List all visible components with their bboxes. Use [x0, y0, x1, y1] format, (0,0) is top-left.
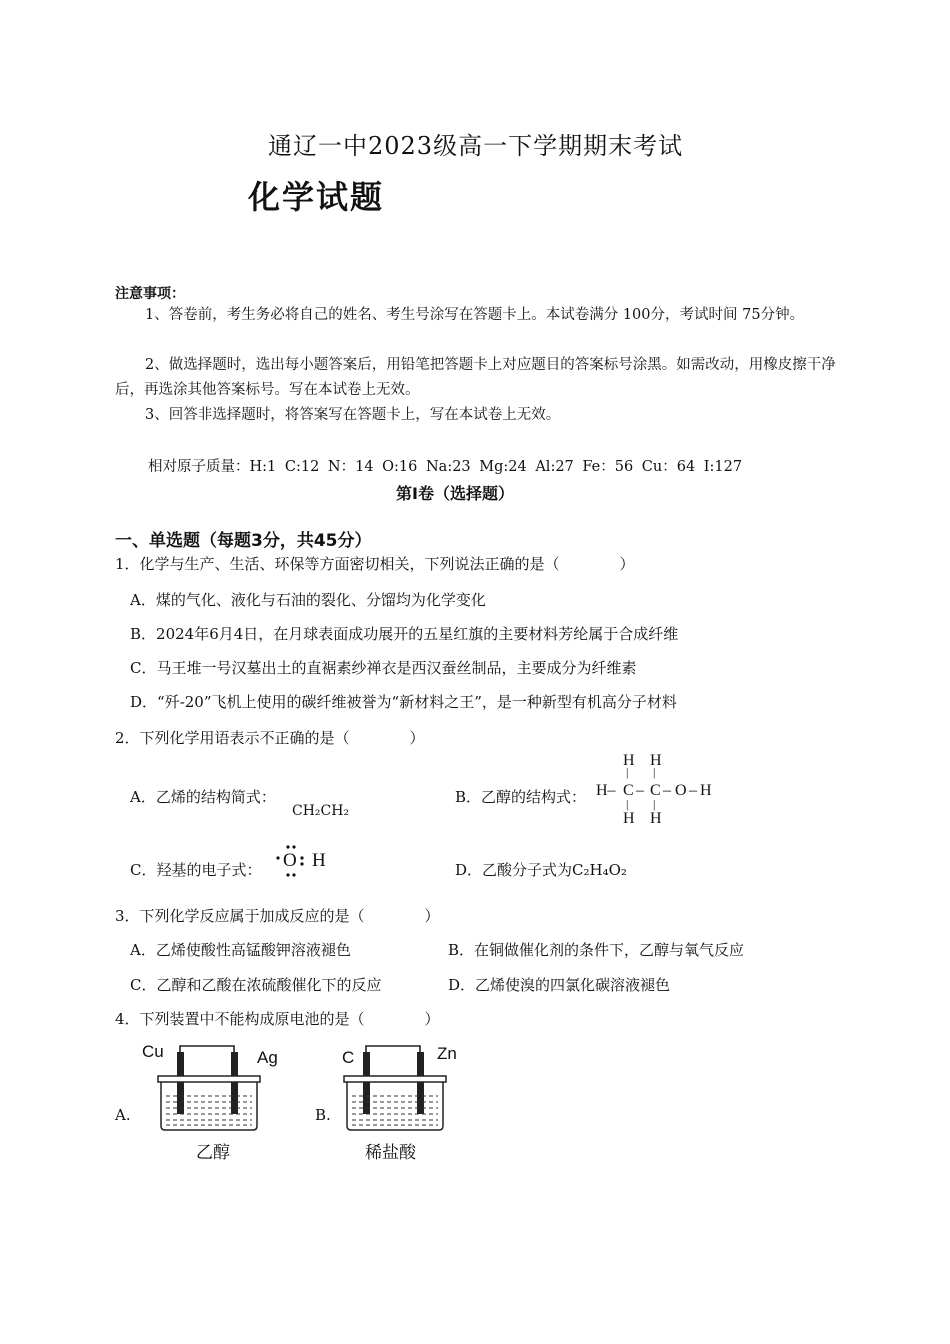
- ethanol-h-o: H: [700, 782, 712, 799]
- question-1-option-d: D．“歼-20”飞机上使用的碳纤维被誉为“新材料之王”，是一种新型有机高分子材料: [130, 693, 677, 711]
- ethanol-structural-formula: [596, 752, 726, 828]
- ethanol-vbond-top-2: |: [653, 765, 656, 779]
- question-4-stem: 4．下列装置中不能构成原电池的是（ ）: [115, 1010, 440, 1028]
- notice-item-1: 1、答卷前，考生务必将自己的姓名、考生号涂写在答题卡上。本试卷满分 100分，考试时间 75分钟。: [145, 307, 805, 323]
- question-1-option-b: B．2024年6月4日，在月球表面成功展开的五星红旗的主要材料芳纶属于合成纤维: [130, 625, 679, 643]
- cell-a-right-electrode: [231, 1052, 238, 1114]
- cell-a-left-electrode: [177, 1052, 184, 1114]
- ethanol-bond-co: –: [663, 782, 671, 799]
- volume-title: 第Ⅰ卷（选择题）: [396, 484, 514, 503]
- cell-a-label: A.: [115, 1106, 131, 1124]
- cell-a-right-label: Ag: [257, 1048, 278, 1067]
- ethanol-h-bot-2: H: [650, 810, 662, 827]
- question-2-option-a: A．乙烯的结构简式：: [130, 788, 276, 806]
- ethanol-vbond-bot-2: |: [653, 797, 656, 811]
- exam-title: 通辽一中2023级高一下学期期末考试: [268, 132, 684, 160]
- question-3-option-d: D．乙烯使溴的四氯化碳溶液褪色: [448, 976, 671, 994]
- ethanol-c1: C: [623, 782, 634, 799]
- question-1-stem: 1．化学与生产、生活、环保等方面密切相关，下列说法正确的是（ ）: [115, 555, 635, 573]
- notice-heading: 注意事项：: [115, 286, 185, 302]
- ethanol-bond-oh: –: [689, 782, 697, 799]
- section-title: 一、单选题（每题3分，共45分）: [115, 531, 372, 551]
- question-2-stem: 2．下列化学用语表示不正确的是（ ）: [115, 729, 425, 747]
- hydroxyl-o: O: [283, 850, 297, 871]
- question-3-option-a: A．乙烯使酸性高锰酸钾溶液褪色: [130, 941, 351, 959]
- question-2-option-b: B．乙醇的结构式：: [455, 788, 587, 806]
- notice-item-3: 3、回答非选择题时，将答案写在答题卡上，写在本试卷上无效。: [145, 407, 561, 423]
- ethanol-h-bot-1: H: [623, 810, 635, 827]
- ethanol-bond-cc: –: [636, 782, 644, 799]
- hydroxyl-electron-formula: [274, 844, 334, 880]
- question-3-option-b: B．在铜做催化剂的条件下，乙醇与氧气反应: [448, 941, 745, 959]
- ethanol-h-top-2: H: [650, 752, 662, 769]
- ethanol-h-left: H–: [596, 782, 616, 799]
- galvanic-cell-a: [140, 1040, 278, 1165]
- cell-a-solution-label: 乙醇: [196, 1143, 230, 1163]
- ethanol-vbond-top-1: |: [626, 765, 629, 779]
- hydroxyl-h: H: [312, 850, 326, 871]
- cell-b-solution-label: 稀盐酸: [365, 1143, 416, 1163]
- cell-b-right-label: Zn: [437, 1044, 457, 1063]
- question-3-stem: 3．下列化学反应属于加成反应的是（ ）: [115, 907, 440, 925]
- cell-b-left-electrode: [363, 1052, 370, 1114]
- atomic-masses: 相对原子质量：H:1 C:12 N：14 O:16 Na:23 Mg:24 Al:27 Fe：56 Cu：64 I:127: [148, 459, 743, 475]
- galvanic-cell-b: [330, 1040, 470, 1165]
- ethylene-formula: CH₂CH₂: [292, 803, 350, 819]
- subject-title: 化学试题: [248, 178, 385, 216]
- cell-b-right-electrode: [417, 1052, 424, 1114]
- question-3-option-c: C．乙醇和乙酸在浓硫酸催化下的反应: [130, 976, 382, 994]
- question-2-option-c: C．羟基的电子式：: [130, 861, 262, 879]
- cell-b-label: B.: [315, 1106, 331, 1124]
- cell-a-left-label: Cu: [142, 1042, 164, 1061]
- notice-item-2: 2、做选择题时，选出每小题答案后，用铅笔把答题卡上对应题目的答案标号涂黑。如需改动，用橡皮擦干净后，再选涂其他答案标号。写在本试卷上无效。: [115, 357, 836, 398]
- ethanol-vbond-bot-1: |: [626, 797, 629, 811]
- ethanol-o: O: [675, 782, 687, 799]
- cell-b-left-label: C: [342, 1048, 355, 1067]
- question-1-option-a: A．煤的气化、液化与石油的裂化、分馏均为化学变化: [130, 591, 486, 609]
- question-1-option-c: C．马王堆一号汉墓出土的直裾素纱禅衣是西汉蚕丝制品，主要成分为纤维素: [130, 659, 637, 677]
- ethanol-c2: C: [650, 782, 661, 799]
- ethanol-h-top-1: H: [623, 752, 635, 769]
- question-2-option-d: D．乙酸分子式为C₂H₄O₂: [455, 861, 627, 879]
